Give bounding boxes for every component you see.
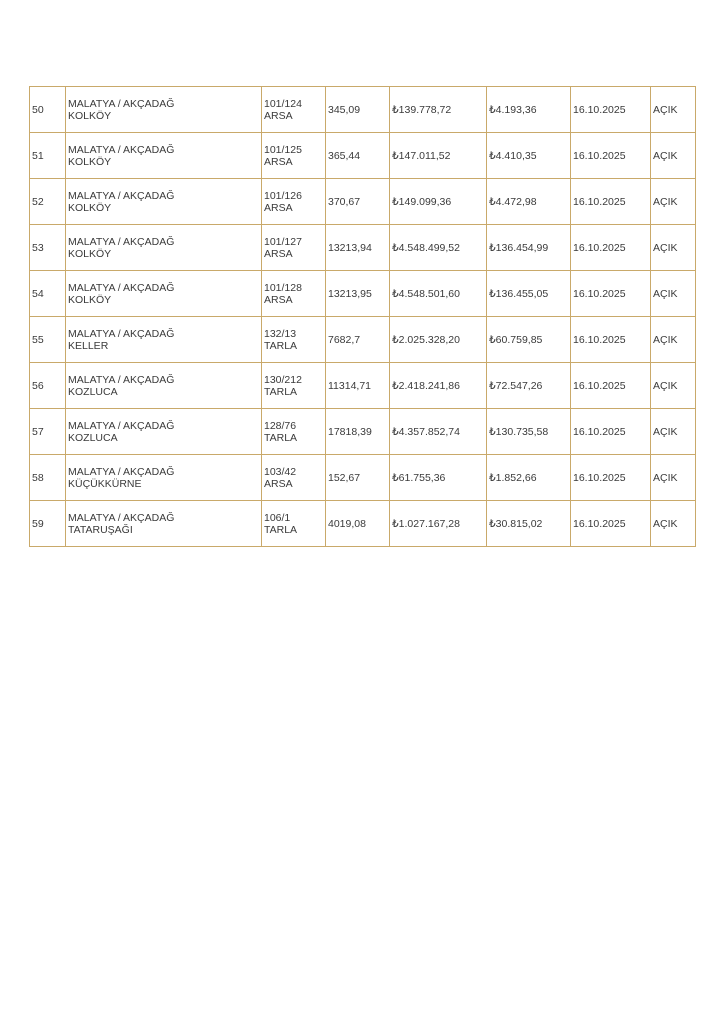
parcel-type: TARLA xyxy=(264,523,298,536)
parcel-number: 103/42 xyxy=(264,465,297,478)
parcel-type: ARSA xyxy=(264,109,293,122)
table-row xyxy=(30,133,696,179)
area-cell: 152,67 xyxy=(326,455,390,501)
price-cell: ₺4.357.852,74 xyxy=(390,409,487,455)
status-cell: AÇIK xyxy=(651,271,696,317)
deposit-cell: ₺60.759,85 xyxy=(487,317,571,363)
price-cell: ₺4.548.499,52 xyxy=(390,225,487,271)
location-province-district: MALATYA / AKÇADAĞ xyxy=(68,281,175,294)
location-cell xyxy=(66,87,262,133)
parcel-cell xyxy=(262,133,326,179)
deposit-cell: ₺72.547,26 xyxy=(487,363,571,409)
area-cell: 345,09 xyxy=(326,87,390,133)
location-province-district: MALATYA / AKÇADAĞ xyxy=(68,97,175,110)
area-cell: 365,44 xyxy=(326,133,390,179)
parcel-cell xyxy=(262,455,326,501)
parcel-cell xyxy=(262,501,326,547)
parcel-type: TARLA xyxy=(264,431,298,444)
parcel-type: TARLA xyxy=(264,339,298,352)
deposit-cell: ₺130.735,58 xyxy=(487,409,571,455)
location-province-district: MALATYA / AKÇADAĞ xyxy=(68,465,175,478)
parcel-cell xyxy=(262,317,326,363)
location-cell xyxy=(66,133,262,179)
location-province-district: MALATYA / AKÇADAĞ xyxy=(68,189,175,202)
status-cell: AÇIK xyxy=(651,133,696,179)
row-number-cell: 52 xyxy=(30,179,66,225)
location-cell xyxy=(66,317,262,363)
area-cell: 4019,08 xyxy=(326,501,390,547)
table-row xyxy=(30,225,696,271)
location-neighborhood: KOLKÖY xyxy=(68,247,112,260)
row-number-cell: 56 xyxy=(30,363,66,409)
location-neighborhood: KÜÇÜKKÜRNE xyxy=(68,477,142,490)
status-cell: AÇIK xyxy=(651,317,696,363)
row-number-cell: 59 xyxy=(30,501,66,547)
location-neighborhood: KOZLUCA xyxy=(68,385,118,398)
location-province-district: MALATYA / AKÇADAĞ xyxy=(68,327,175,340)
table-row xyxy=(30,87,696,133)
deposit-cell: ₺4.410,35 xyxy=(487,133,571,179)
parcel-cell xyxy=(262,179,326,225)
parcel-number: 101/126 xyxy=(264,189,302,202)
date-cell: 16.10.2025 xyxy=(571,363,651,409)
deposit-cell: ₺1.852,66 xyxy=(487,455,571,501)
parcel-cell xyxy=(262,409,326,455)
location-neighborhood: KOLKÖY xyxy=(68,109,112,122)
price-cell: ₺149.099,36 xyxy=(390,179,487,225)
parcel-number: 101/128 xyxy=(264,281,302,294)
area-cell: 17818,39 xyxy=(326,409,390,455)
date-cell: 16.10.2025 xyxy=(571,501,651,547)
deposit-cell: ₺4.472,98 xyxy=(487,179,571,225)
property-table xyxy=(29,86,696,547)
date-cell: 16.10.2025 xyxy=(571,133,651,179)
location-cell xyxy=(66,179,262,225)
table-row xyxy=(30,455,696,501)
deposit-cell: ₺4.193,36 xyxy=(487,87,571,133)
row-number-cell: 50 xyxy=(30,87,66,133)
table-row xyxy=(30,501,696,547)
location-cell xyxy=(66,501,262,547)
status-cell: AÇIK xyxy=(651,501,696,547)
area-cell: 13213,94 xyxy=(326,225,390,271)
date-cell: 16.10.2025 xyxy=(571,225,651,271)
price-cell: ₺4.548.501,60 xyxy=(390,271,487,317)
parcel-number: 128/76 xyxy=(264,419,297,432)
date-cell: 16.10.2025 xyxy=(571,409,651,455)
location-cell xyxy=(66,455,262,501)
area-cell: 13213,95 xyxy=(326,271,390,317)
location-province-district: MALATYA / AKÇADAĞ xyxy=(68,373,175,386)
parcel-number: 106/1 xyxy=(264,511,291,524)
status-cell: AÇIK xyxy=(651,225,696,271)
location-neighborhood: KOLKÖY xyxy=(68,201,112,214)
location-neighborhood: KOZLUCA xyxy=(68,431,118,444)
price-cell: ₺61.755,36 xyxy=(390,455,487,501)
parcel-number: 101/125 xyxy=(264,143,302,156)
parcel-number: 130/212 xyxy=(264,373,302,386)
date-cell: 16.10.2025 xyxy=(571,179,651,225)
price-cell: ₺139.778,72 xyxy=(390,87,487,133)
parcel-cell xyxy=(262,363,326,409)
parcel-type: ARSA xyxy=(264,247,293,260)
status-cell: AÇIK xyxy=(651,179,696,225)
parcel-type: TARLA xyxy=(264,385,298,398)
row-number-cell: 55 xyxy=(30,317,66,363)
table-row xyxy=(30,363,696,409)
location-cell xyxy=(66,363,262,409)
price-cell: ₺2.418.241,86 xyxy=(390,363,487,409)
parcel-cell xyxy=(262,225,326,271)
location-province-district: MALATYA / AKÇADAĞ xyxy=(68,143,175,156)
location-cell xyxy=(66,409,262,455)
deposit-cell: ₺136.455,05 xyxy=(487,271,571,317)
table-row xyxy=(30,409,696,455)
status-cell: AÇIK xyxy=(651,363,696,409)
row-number-cell: 57 xyxy=(30,409,66,455)
location-cell xyxy=(66,271,262,317)
parcel-number: 101/124 xyxy=(264,97,302,110)
table-row xyxy=(30,317,696,363)
location-province-district: MALATYA / AKÇADAĞ xyxy=(68,235,175,248)
deposit-cell: ₺136.454,99 xyxy=(487,225,571,271)
table-body xyxy=(30,87,696,547)
status-cell: AÇIK xyxy=(651,409,696,455)
row-number-cell: 53 xyxy=(30,225,66,271)
status-cell: AÇIK xyxy=(651,455,696,501)
area-cell: 370,67 xyxy=(326,179,390,225)
status-cell: AÇIK xyxy=(651,87,696,133)
location-province-district: MALATYA / AKÇADAĞ xyxy=(68,511,175,524)
date-cell: 16.10.2025 xyxy=(571,455,651,501)
area-cell: 7682,7 xyxy=(326,317,390,363)
row-number-cell: 54 xyxy=(30,271,66,317)
deposit-cell: ₺30.815,02 xyxy=(487,501,571,547)
location-cell xyxy=(66,225,262,271)
price-cell: ₺2.025.328,20 xyxy=(390,317,487,363)
date-cell: 16.10.2025 xyxy=(571,87,651,133)
parcel-cell xyxy=(262,87,326,133)
location-neighborhood: KELLER xyxy=(68,339,109,352)
location-neighborhood: TATARUŞAĞI xyxy=(68,523,133,536)
parcel-type: ARSA xyxy=(264,201,293,214)
location-neighborhood: KOLKÖY xyxy=(68,155,112,168)
table-row xyxy=(30,179,696,225)
area-cell: 11314,71 xyxy=(326,363,390,409)
parcel-type: ARSA xyxy=(264,155,293,168)
location-province-district: MALATYA / AKÇADAĞ xyxy=(68,419,175,432)
row-number-cell: 51 xyxy=(30,133,66,179)
date-cell: 16.10.2025 xyxy=(571,317,651,363)
table-row xyxy=(30,271,696,317)
price-cell: ₺147.011,52 xyxy=(390,133,487,179)
parcel-number: 101/127 xyxy=(264,235,302,248)
parcel-number: 132/13 xyxy=(264,327,297,340)
date-cell: 16.10.2025 xyxy=(571,271,651,317)
row-number-cell: 58 xyxy=(30,455,66,501)
location-neighborhood: KOLKÖY xyxy=(68,293,112,306)
parcel-type: ARSA xyxy=(264,477,293,490)
price-cell: ₺1.027.167,28 xyxy=(390,501,487,547)
parcel-cell xyxy=(262,271,326,317)
parcel-type: ARSA xyxy=(264,293,293,306)
